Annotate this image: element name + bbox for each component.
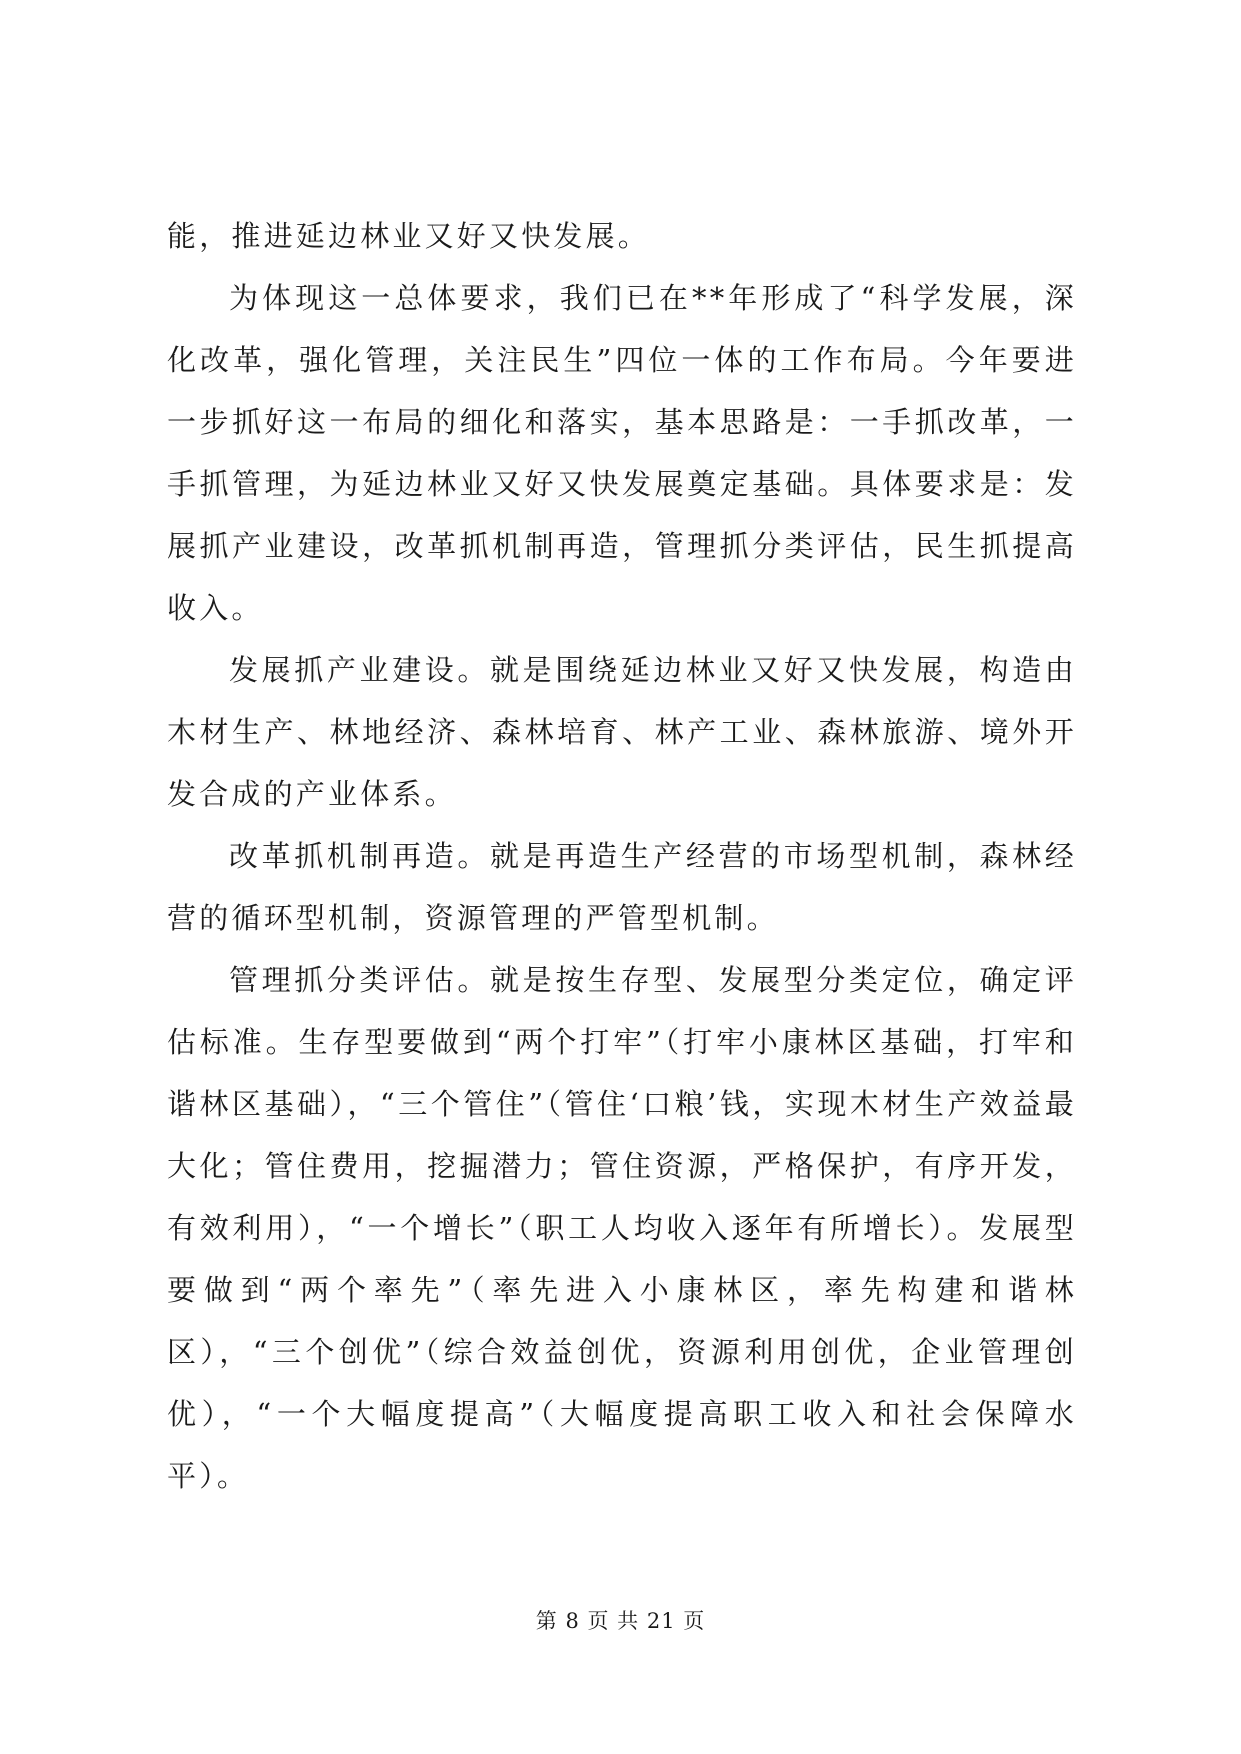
paragraph-4: 改革抓机制再造。就是再造生产经营的市场型机制，森林经营的循环型机制，资源管理的严管型机制。	[167, 839, 1077, 935]
paragraph-5: 管理抓分类评估。就是按生存型、发展型分类定位，确定评估标准。生存型要做到“两个打牢”（打牢小康林区基础，打牢和谐林区基础），“三个管住”（管住‘口粮’钱，实现木材生产效益最大化；管住费用，挖掘潜力；管住资源，严格保护，有序开发，有效利用），“一个增长”（职工人均收入逐年有所增长）。发展型要做到“两个率先”（率先进入小康林区，率先构建和谐林区），“三个创优”（综合效益创优，资源利用创优，企业管理创优），“一个大幅度提高”（大幅度提高职工收入和社会保障水平）。	[167, 963, 1077, 1493]
paragraph-3: 发展抓产业建设。就是围绕延边林业又好又快发展，构造由木材生产、林地经济、森林培育、林产工业、森林旅游、境外开发合成的产业体系。	[167, 653, 1077, 811]
paragraph-1: 能，推进延边林业又好又快发展。	[167, 219, 651, 253]
page-number-footer: 第 8 页 共 21 页	[535, 1609, 706, 1633]
document-body	[167, 205, 1077, 1507]
paragraph-2: 为体现这一总体要求，我们已在**年形成了“科学发展，深化改革，强化管理，关注民生”四位一体的工作布局。今年要进一步抓好这一布局的细化和落实，基本思路是：一手抓改革，一手抓管理，为延边林业又好又快发展奠定基础。具体要求是：发展抓产业建设，改革抓机制再造，管理抓分类评估，民生抓提高收入。	[167, 281, 1077, 625]
